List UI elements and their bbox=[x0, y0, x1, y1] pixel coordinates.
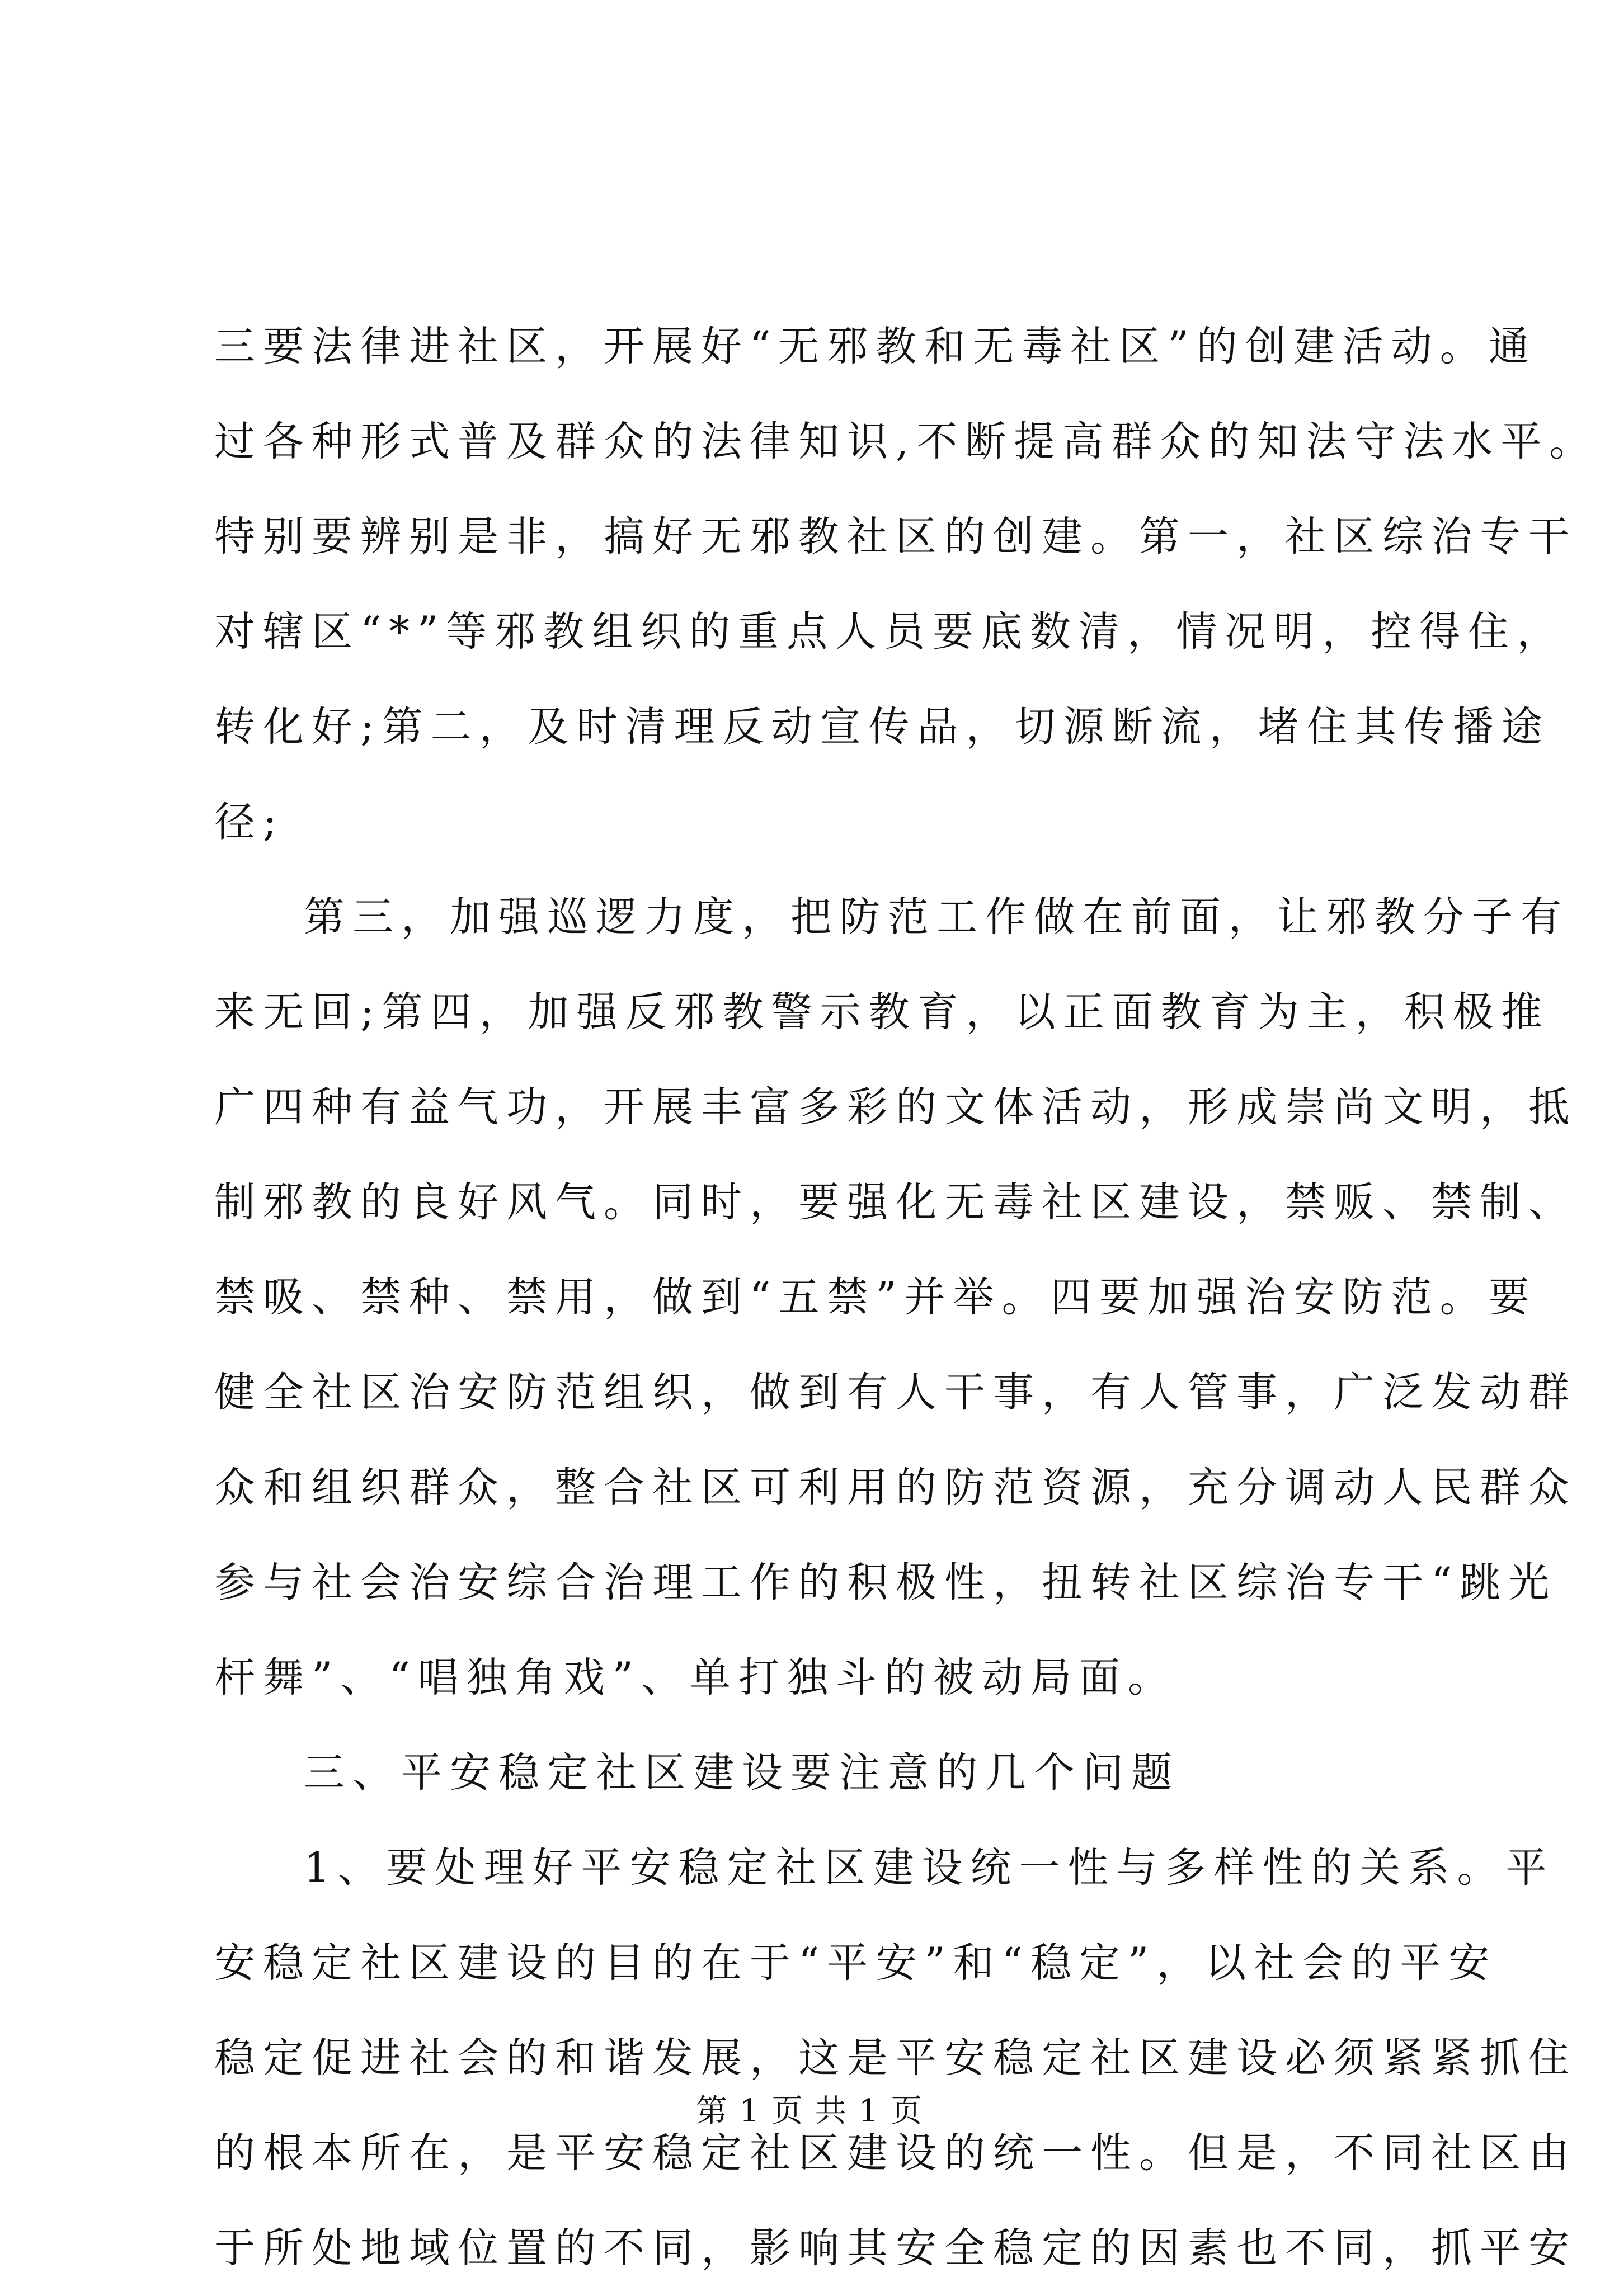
text-line: 对辖区“*”等邪教组织的重点人员要底数清，情况明，控得住， bbox=[214, 608, 1566, 656]
text-line: 三要法律进社区，开展好“无邪教和无毒社区”的创建活动。通 bbox=[214, 323, 1537, 370]
text-line: 杆舞”、“唱独角戏”、单打独斗的被动局面。 bbox=[214, 1654, 1176, 1701]
text-line: 1、要处理好平安稳定社区建设统一性与多样性的关系。平 bbox=[304, 1844, 1555, 1892]
text-line: 的根本所在，是平安稳定社区建设的统一性。但是，不同社区由 bbox=[214, 2129, 1577, 2177]
text-line: 众和组织群众，整合社区可利用的防范资源，充分调动人民群众 bbox=[214, 1464, 1577, 1511]
text-line: 径; bbox=[214, 798, 285, 846]
text-line: 来无回;第四，加强反邪教警示教育，以正面教育为主，积极推 bbox=[214, 988, 1550, 1036]
text-line: 安稳定社区建设的目的在于“平安”和“稳定”，以社会的平安 bbox=[214, 1939, 1498, 1987]
text-line: 广四种有益气功，开展丰富多彩的文体活动，形成崇尚文明，抵 bbox=[214, 1083, 1577, 1131]
text-line: 特别要辨别是非，搞好无邪教社区的创建。第一，社区综治专干 bbox=[214, 513, 1577, 560]
section-heading: 三、平安稳定社区建设要注意的几个问题 bbox=[304, 1749, 1180, 1797]
text-line: 过各种形式普及群众的法律知识,不断提高群众的知法守法水平。 bbox=[214, 418, 1598, 465]
text-line: 参与社会治安综合治理工作的积极性，扭转社区综治专干“跳光 bbox=[214, 1559, 1557, 1606]
text-line: 健全社区治安防范组织，做到有人干事，有人管事，广泛发动群 bbox=[214, 1369, 1577, 1416]
text-line: 稳定促进社会的和谐发展，这是平安稳定社区建设必须紧紧抓住 bbox=[214, 2034, 1577, 2082]
text-line: 制邪教的良好风气。同时，要强化无毒社区建设，禁贩、禁制、 bbox=[214, 1178, 1577, 1226]
text-line: 于所处地域位置的不同，影响其安全稳定的因素也不同，抓平安 bbox=[214, 2224, 1577, 2272]
text-line: 转化好;第二，及时清理反动宣传品，切源断流，堵住其传播途 bbox=[214, 703, 1550, 751]
document-body bbox=[214, 299, 1598, 2296]
text-line: 禁吸、禁种、禁用，做到“五禁”并举。四要加强治安防范。要 bbox=[214, 1274, 1537, 1321]
text-line: 第三，加强巡逻力度，把防范工作做在前面，让邪教分子有 bbox=[304, 893, 1569, 941]
page-number-footer: 第 1 页 共 1 页 bbox=[695, 2093, 924, 2129]
